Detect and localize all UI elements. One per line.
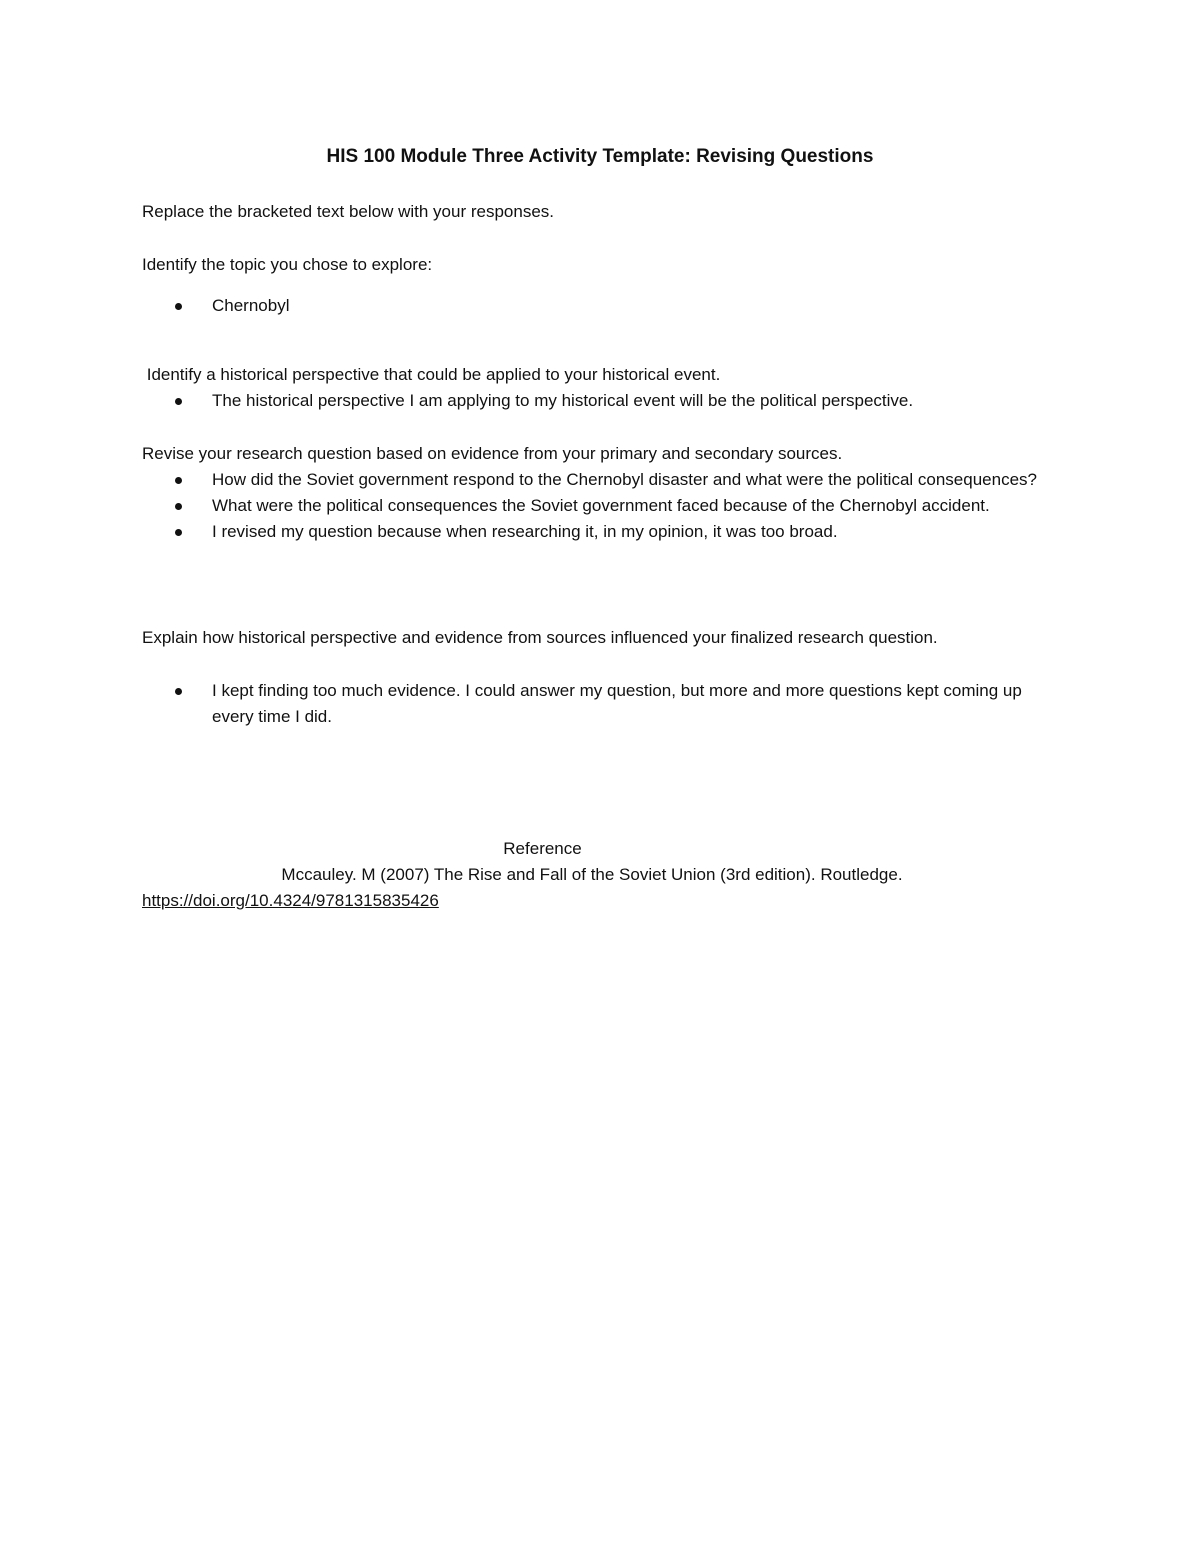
bullet-text: The historical perspective I am applying to my historical event will be the political perspective. [212,391,914,410]
section-3-prompt: Revise your research question based on evidence from your primary and secondary sources. [142,444,843,463]
bullet-icon [175,688,182,695]
list-item [142,493,1042,519]
list-item [142,293,1042,319]
document-title: HIS 100 Module Three Activity Template: Revising Questions [326,146,874,167]
section-1-prompt: Identify the topic you chose to explore: [142,255,433,274]
bullet-icon [175,398,182,405]
list-item [142,388,1042,414]
section-1-bullets [142,293,1042,319]
bullet-icon [175,529,182,536]
bullet-text: Chernobyl [212,296,290,315]
reference-heading: Reference [503,839,582,858]
bullet-icon [175,477,182,484]
reference-citation: Mccauley. M (2007) The Rise and Fall of the Soviet Union (3rd edition). Routledge. [281,865,903,884]
reference-link[interactable]: https://doi.org/10.4324/9781315835426 [142,891,439,910]
bullet-icon [175,503,182,510]
section-4-bullets [142,678,1042,730]
instructions-text: Replace the bracketed text below with your responses. [142,202,555,221]
list-item [142,519,1042,545]
list-item [142,678,1042,730]
section-4-prompt: Explain how historical perspective and evidence from sources influenced your finalized research question. [142,628,938,647]
bullet-icon [175,303,182,310]
bullet-text: What were the political consequences the Soviet government faced because of the Chernobyl accident. [212,496,990,515]
section-2-prompt: Identify a historical perspective that could be applied to your historical event. [142,365,721,384]
bullet-text: I revised my question because when researching it, in my opinion, it was too broad. [212,522,838,541]
list-item [142,467,1042,493]
bullet-text: How did the Soviet government respond to the Chernobyl disaster and what were the political consequences? [212,470,1037,489]
section-2-bullets [142,388,1042,414]
section-3-bullets [142,467,1042,545]
bullet-text: I kept finding too much evidence. I could answer my question, but more and more questions kept coming up every time I did. [212,681,1022,726]
